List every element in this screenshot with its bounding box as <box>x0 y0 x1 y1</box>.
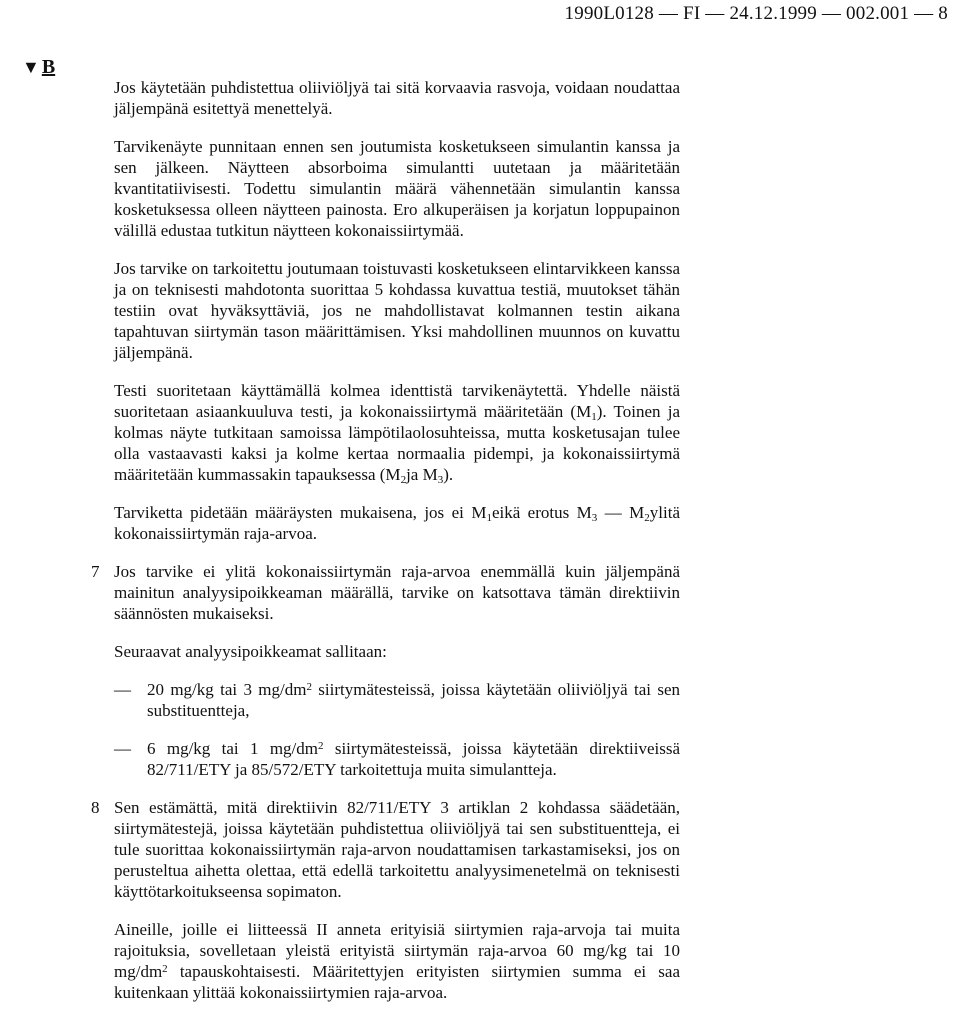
amendment-marker-label: B <box>41 56 56 78</box>
paragraph-6: Seuraavat analyysipoikkeamat sallitaan: <box>114 642 387 661</box>
document-body <box>91 77 681 1020</box>
amendment-marker <box>22 56 55 79</box>
paragraph-2: Tarvikenäyte punnitaan ennen sen joutumista kosketukseen simulantin kanssa ja sen jälkeen. Näytteen absorboima simulantti uutetaan ja määritetään kvantitatiivisesti. Todettu simulantin määrä vähennetään simulantin kanssa kosketuksessa olleen näytteen painosta. Ero alkuperäisen ja korjatun loppupainon välillä edustaa tutkitun näytteen kokonaissiirtymää. <box>114 137 680 240</box>
section-number: 7 <box>91 562 100 581</box>
section-7: 7 Jos tarvike ei ylitä kokonaissiirtymän raja-arvoa enemmällä kuin jäljempänä mainitun analyysipoikkeaman määrällä, tarvike on katsottava tämän direktiivin säännösten mukaiseksi. <box>91 562 680 623</box>
down-triangle-icon: ▼ <box>22 57 40 77</box>
list-item: — 20 mg/kg tai 3 $mg/dm^2$ siirtymätesteissä, joissa käytetään oliiviöljyä tai sen substituentteja, <box>114 680 680 720</box>
page-header: 1990L0128 — FI — 24.12.1999 — 002.001 — 8 <box>564 3 948 24</box>
section-8: 8 Sen estämättä, mitä direktiivin 82/711/ETY 3 artiklan 2 kohdassa säädetään, siirtymätestejä, joissa käytetään puhdistettua oliiviöljyä tai sen substituentteja, ei tule suorittaa kokonaissiirtymän raja-arvon noudattamisen tarkastamiseksi, jos on perusteltua aihetta olettaa, että edellä tarkoitettu analyysimenetelmä on teknisesti käyttötarkoitukseensa sopimaton. <box>91 798 680 901</box>
paragraph-5: Tarviketta pidetään määräysten mukaisena, jos ei $M_1eikä$ erotus $M_3$ — $M_2ylitä$ kokonaissiirtymän raja-arvoa. <box>114 503 681 543</box>
paragraph-7: Aineille, joille ei liitteessä II anneta erityisiä siirtymien raja-arvoja tai muita rajoituksia, sovelletaan yleistä erityistä siirtymän raja-arvoa 60 mg/kg tai 10 $mg/dm^2$ tapauskohtaisesti. Määritettyjen erityisten siirtymien summa ei saa kuitenkaan ylittää kokonaissiirtymien raja-arvoa. <box>114 920 680 1002</box>
list-item: — 6 mg/kg tai 1 $mg/dm^2$ siirtymätesteissä, joissa käytetään direktiiveissä 82/711/ETY ja 85/572/ETY tarkoitettuja muita simulantteja. <box>114 739 680 779</box>
section-number: 8 <box>91 798 100 817</box>
paragraph-4: Testi suoritetaan käyttämällä kolmea identtistä tarvikenäytettä. Yhdelle näistä suoritetaan asiaankuuluva testi, ja kokonaissiirtymä määritetään $(M_1)$. Toinen ja kolmas näyte tutkitaan samoissa lämpötilaolosuhteissa, mutta kosketusajan tulee olla vastaavasti kaksi ja kolme kertaa normaalia pidempi, ja kokonaissiirtymä määritetään kummassakin tapauksessa ($M_2ja$ $M_3$). <box>114 381 680 486</box>
paragraph-1: Jos käytetään puhdistettua oliiviöljyä tai sitä korvaavia rasvoja, voidaan noudattaa jäljempänä esitettyä menettelyä. <box>114 78 680 118</box>
paragraph-3: Jos tarvike on tarkoitettu joutumaan toistuvasti kosketukseen elintarvikkeen kanssa ja on teknisesti mahdotonta suorittaa 5 kohdassa kuvattua testiä, muutokset tähän testiin ovat hyväksyttäviä, jos ne mahdollistavat kolmannen testin aikana tapahtuvan siirtymän tason määrittämisen. Yksi mahdollinen muunnos on kuvattu jäljempänä. <box>114 259 680 362</box>
